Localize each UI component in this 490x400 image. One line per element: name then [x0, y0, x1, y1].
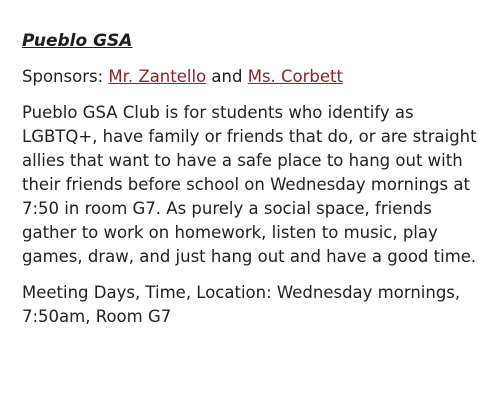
- sponsor-link-corbett[interactable]: Ms. Corbett: [247, 67, 343, 86]
- sponsors-joiner: and: [206, 67, 248, 86]
- sponsors-label: Sponsors:: [22, 67, 109, 86]
- sponsor-link-zantello[interactable]: Mr. Zantello: [108, 67, 207, 86]
- club-description: Pueblo GSA Club is for students who identify as LGBTQ+, have family or friends that do, or are straight allies that want to have a safe place to hang out with their friends before school on Wednesday mornings at 7:50 in room G7. As purely a social space, friends gather to work on homework, listen to music, play games, draw, and just hang out and have a good time.: [22, 103, 477, 266]
- club-listing: [22, 30, 482, 329]
- sponsors-line: [22, 65, 482, 89]
- meeting-info: Meeting Days, Time, Location: Wednesday mornings, 7:50am, Room G7: [22, 283, 461, 326]
- club-title: Pueblo GSA: [22, 31, 133, 51]
